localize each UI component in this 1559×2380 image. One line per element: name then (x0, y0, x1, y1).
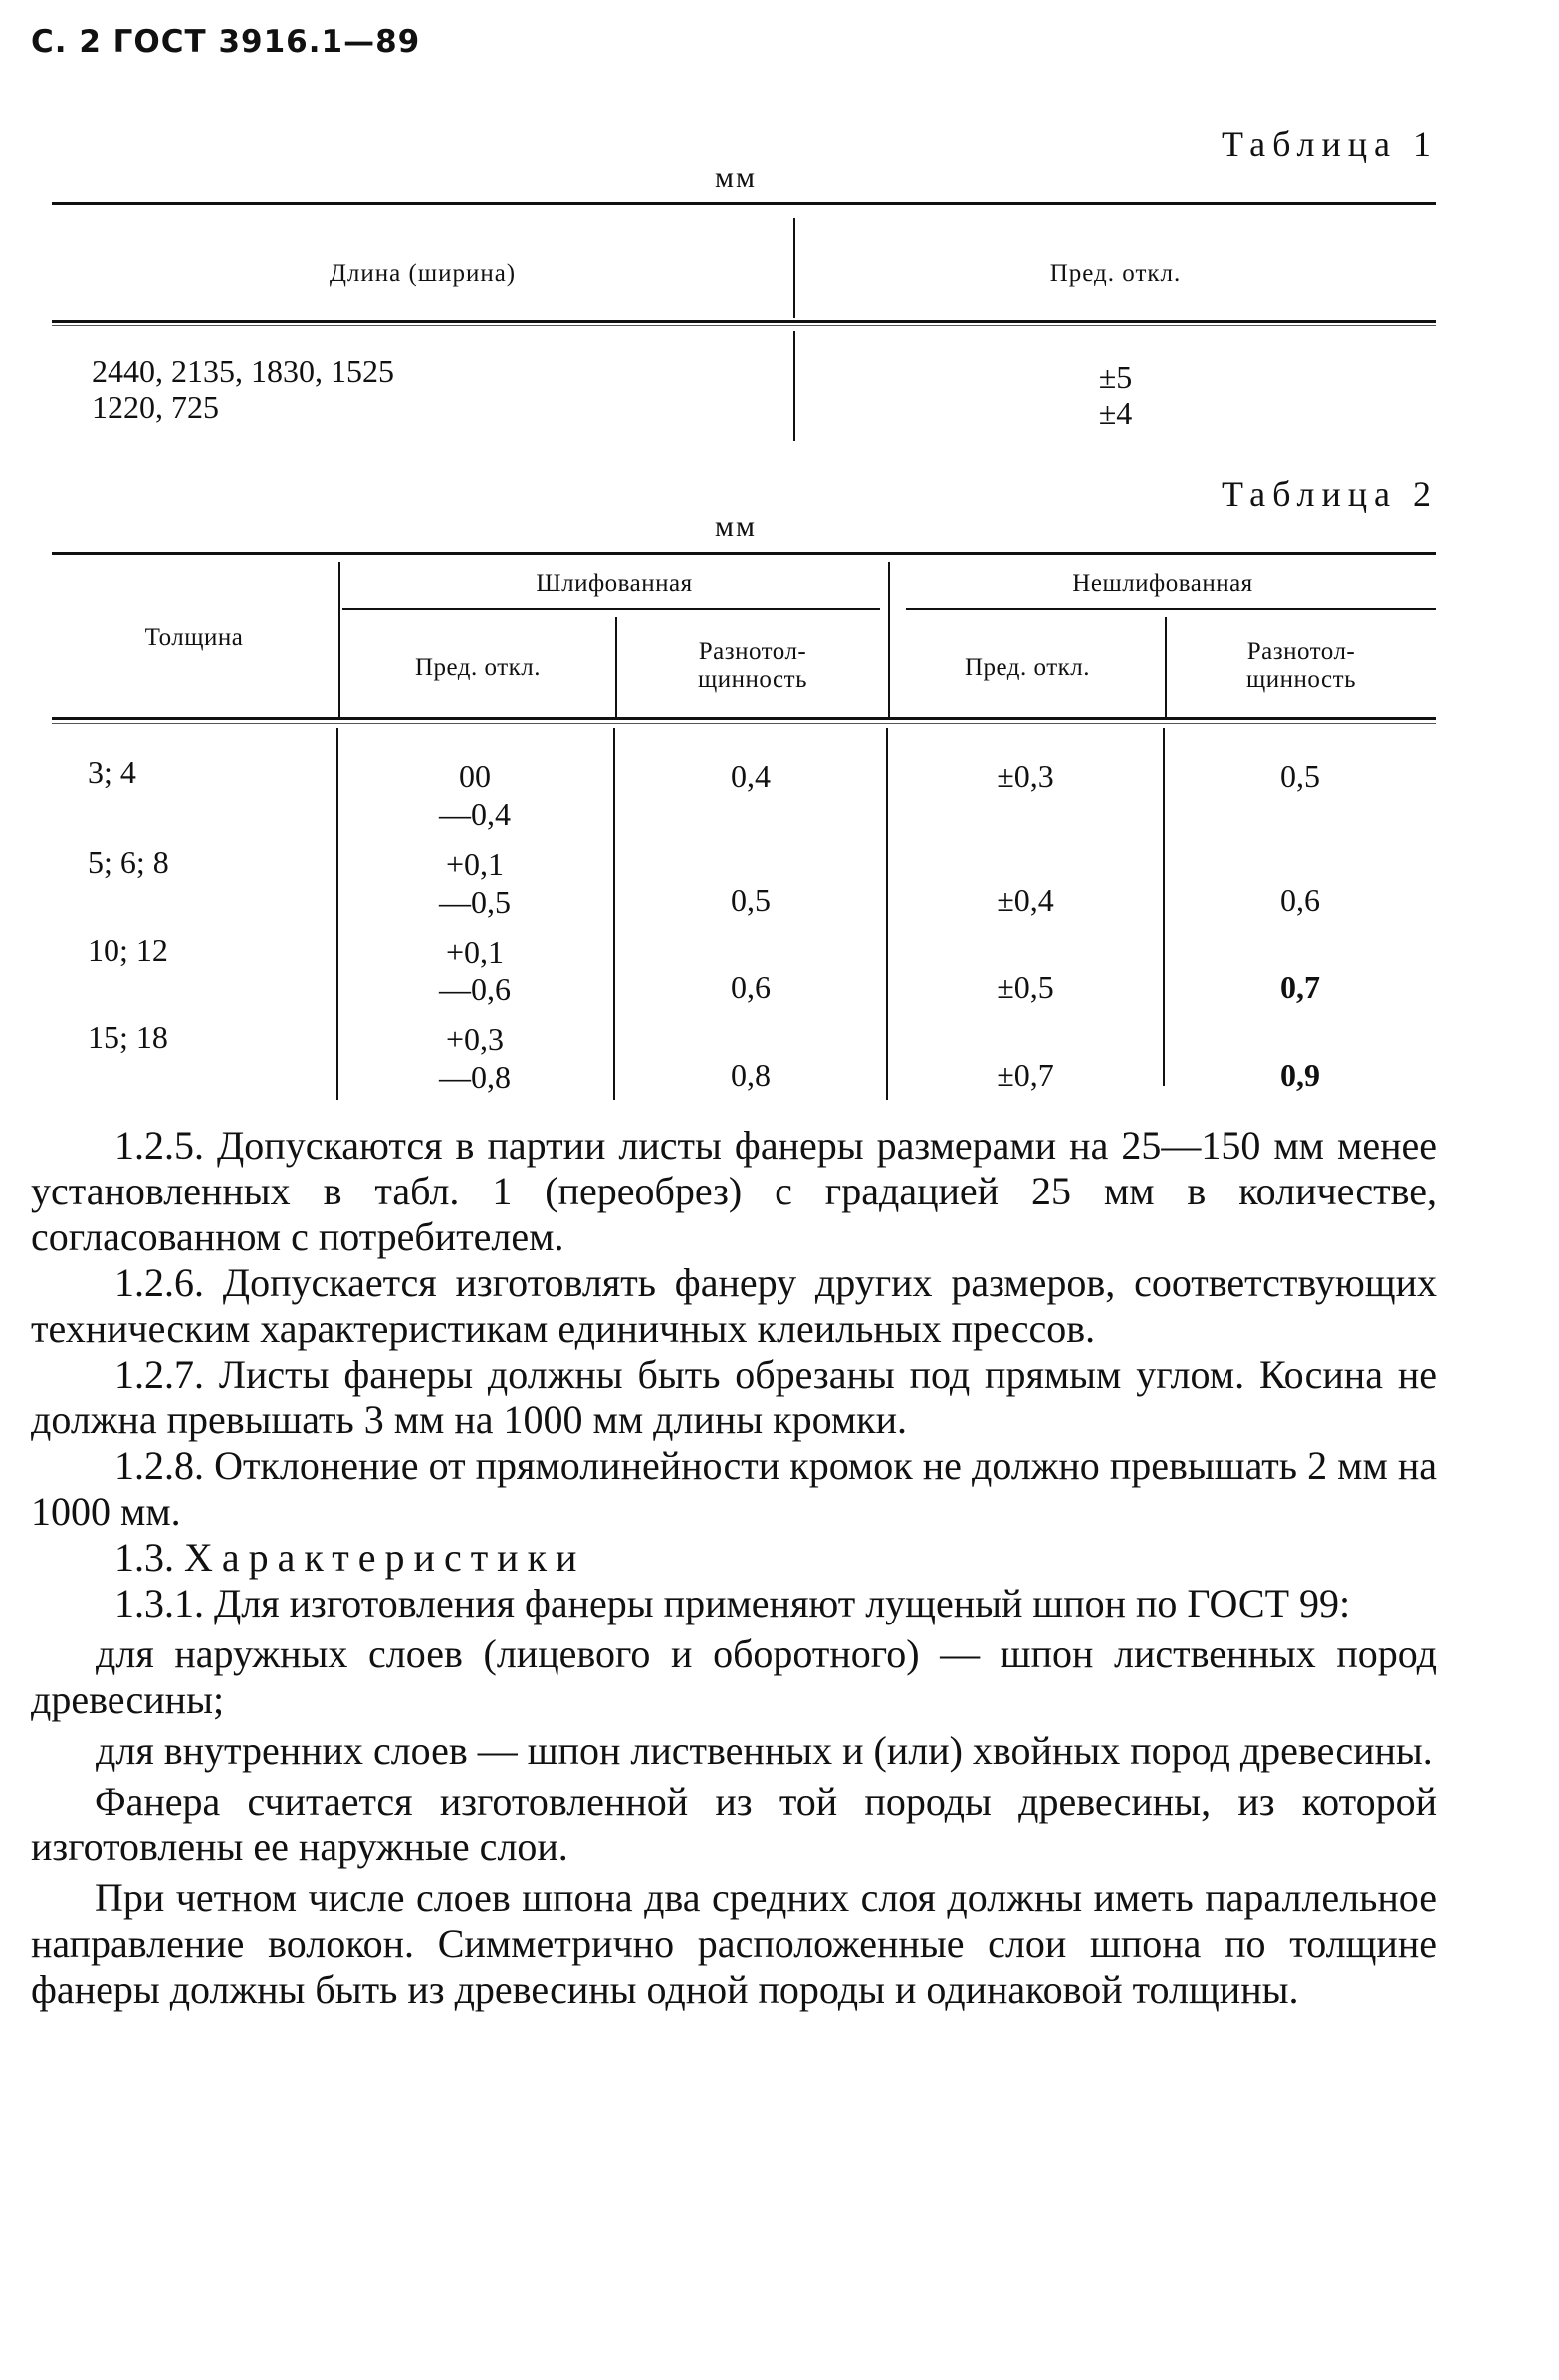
table2-top-rule (52, 552, 1436, 555)
table2-row3-sanded-dev (336, 933, 613, 1008)
table1-header-length: Длина (ширина) (329, 260, 517, 287)
paragraph-species: Фанера считается изготовленной из той породы древесины, из которой изготовлены ее наружные слои. (31, 1779, 1437, 1869)
section-1-3-title: Характеристики (184, 1535, 586, 1580)
table1 (52, 202, 1436, 441)
table2-units: мм (715, 510, 757, 542)
table2-header-rule-thin (52, 723, 1436, 724)
table1-units: мм (715, 161, 757, 194)
table2-row3-unsanded-dev: ±0,5 (997, 970, 1054, 1005)
table2-caption: Таблица 2 (1222, 474, 1438, 514)
table2-header-thickness: Толщина (144, 624, 244, 651)
paragraph-inner-layers: для внутренних слоев — шпон лиственных и (или) хвойных пород древесины. (96, 1728, 1433, 1773)
table2-row1-unsanded-dev: ±0,3 (997, 758, 1054, 794)
table2-row2-sanded-dev-line1: +0,1 (445, 846, 505, 882)
table2-header-unsanded-var-line2: щинность (1246, 666, 1356, 693)
table2-row3-sanded-var: 0,6 (731, 970, 771, 1005)
table2-row3-thickness: 10; 12 (88, 932, 168, 968)
paragraph-1-2-7: 1.2.7. Листы фанеры должны быть обрезаны под прямым углом. Косина не должна превышать 3 мм на 1000 мм длины кромки. (31, 1352, 1437, 1442)
table2-row4-unsanded-var: 0,9 (1280, 1057, 1320, 1093)
paragraph-1-2-6: 1.2.6. Допускается изготовлять фанеру других размеров, соответствующих техническим характеристикам единичных клеильных прессов. (31, 1260, 1437, 1351)
table2-row2-sanded-dev-line2: —0,5 (439, 884, 511, 920)
paragraph-1-2-5: 1.2.5. Допускаются в партии листы фанеры размерами на 25—150 мм менее установленных в табл. 1 (переобрез) с градацией 25 мм в количестве, согласованном с потребителем. (31, 1123, 1437, 1259)
table2-row4-sanded-var: 0,8 (731, 1057, 771, 1093)
page-header: С. 2 ГОСТ 3916.1—89 (31, 24, 421, 60)
table2-header-unsanded-dev: Пред. откл. (964, 654, 1090, 681)
table2-row1-sanded-var: 0,4 (731, 758, 771, 794)
table2-row1-sanded-dev-line1: 00 (459, 758, 491, 794)
table1-header-rule (52, 320, 1436, 323)
table2-row4-thickness: 15; 18 (88, 1019, 168, 1055)
table2-row1-sanded-dev (336, 757, 613, 833)
table1-header-rule-thin (52, 325, 1436, 326)
table2-row2-sanded-dev (336, 845, 613, 921)
table1-top-rule (52, 202, 1436, 205)
table2-row1-unsanded-var: 0,5 (1280, 758, 1320, 794)
table2-row1-thickness: 3; 4 (88, 755, 136, 790)
table2-row2-unsanded-dev: ±0,4 (997, 882, 1054, 918)
table2-row3-sanded-dev-line2: —0,6 (439, 972, 511, 1007)
table2-row3-unsanded-var: 0,7 (1280, 970, 1320, 1005)
table2-sanded-rule (342, 608, 880, 610)
table2-row4-sanded-dev-line2: —0,8 (439, 1059, 511, 1095)
table2-row2-sanded-var: 0,5 (731, 882, 771, 918)
paragraph-1-2-8: 1.2.8. Отклонение от прямолинейности кромок не должно превышать 2 мм на 1000 мм. (31, 1443, 1437, 1534)
table2 (52, 552, 1436, 1100)
table2-row3-sanded-dev-line1: +0,1 (445, 934, 505, 970)
table1-length-line2: 1220, 725 (92, 389, 219, 425)
paragraph-outer-layers: для наружных слоев (лицевого и оборотного) — шпон лиственных пород древесины; (31, 1631, 1437, 1722)
table2-header-sanded-var-line1: Разнотол- (698, 638, 807, 665)
table2-header-unsanded-var-line1: Разнотол- (1246, 638, 1356, 665)
table2-group-sanded: Шлифованная (536, 570, 693, 597)
section-1-3-heading (31, 1535, 1437, 1581)
table2-row4-sanded-dev (336, 1020, 613, 1096)
table1-caption: Таблица 1 (1222, 124, 1438, 164)
table1-length-line1: 2440, 2135, 1830, 1525 (92, 353, 394, 389)
table2-row1-sanded-dev-line2: —0,4 (439, 796, 511, 832)
table2-unsanded-rule (906, 608, 1436, 610)
table2-header-unsanded-var (1167, 638, 1436, 694)
table1-header-dev: Пред. откл. (1049, 260, 1182, 287)
table1-devs (795, 359, 1436, 431)
table1-dev-line2: ±4 (1098, 395, 1133, 431)
table1-dev-line1: ±5 (1098, 359, 1133, 395)
table2-header-sanded-var (617, 638, 888, 694)
table2-row4-unsanded-dev: ±0,7 (997, 1057, 1054, 1093)
table2-header-sanded-dev: Пред. откл. (414, 654, 541, 681)
table2-header-rule (52, 717, 1436, 720)
paragraph-1-3-1: 1.3.1. Для изготовления фанеры применяют лущеный шпон по ГОСТ 99: (114, 1581, 1351, 1625)
table2-row2-unsanded-var: 0,6 (1280, 882, 1320, 918)
table2-group-unsanded: Нешлифованная (1072, 570, 1253, 597)
body-text (31, 1123, 1437, 2013)
table2-row2-thickness: 5; 6; 8 (88, 844, 169, 880)
paragraph-even-layers: При четном числе слоев шпона два средних слоя должны иметь параллельное направление волокон. Симметрично расположенные слои шпона по толщине фанеры должны быть из древесины одной породы и одинаковой толщины. (31, 1875, 1437, 2012)
table1-lengths (92, 353, 394, 425)
table2-row4-sanded-dev-line1: +0,3 (445, 1021, 505, 1057)
section-1-3-number: 1.3. (114, 1535, 174, 1580)
table2-header-sanded-var-line2: щинность (698, 666, 807, 693)
